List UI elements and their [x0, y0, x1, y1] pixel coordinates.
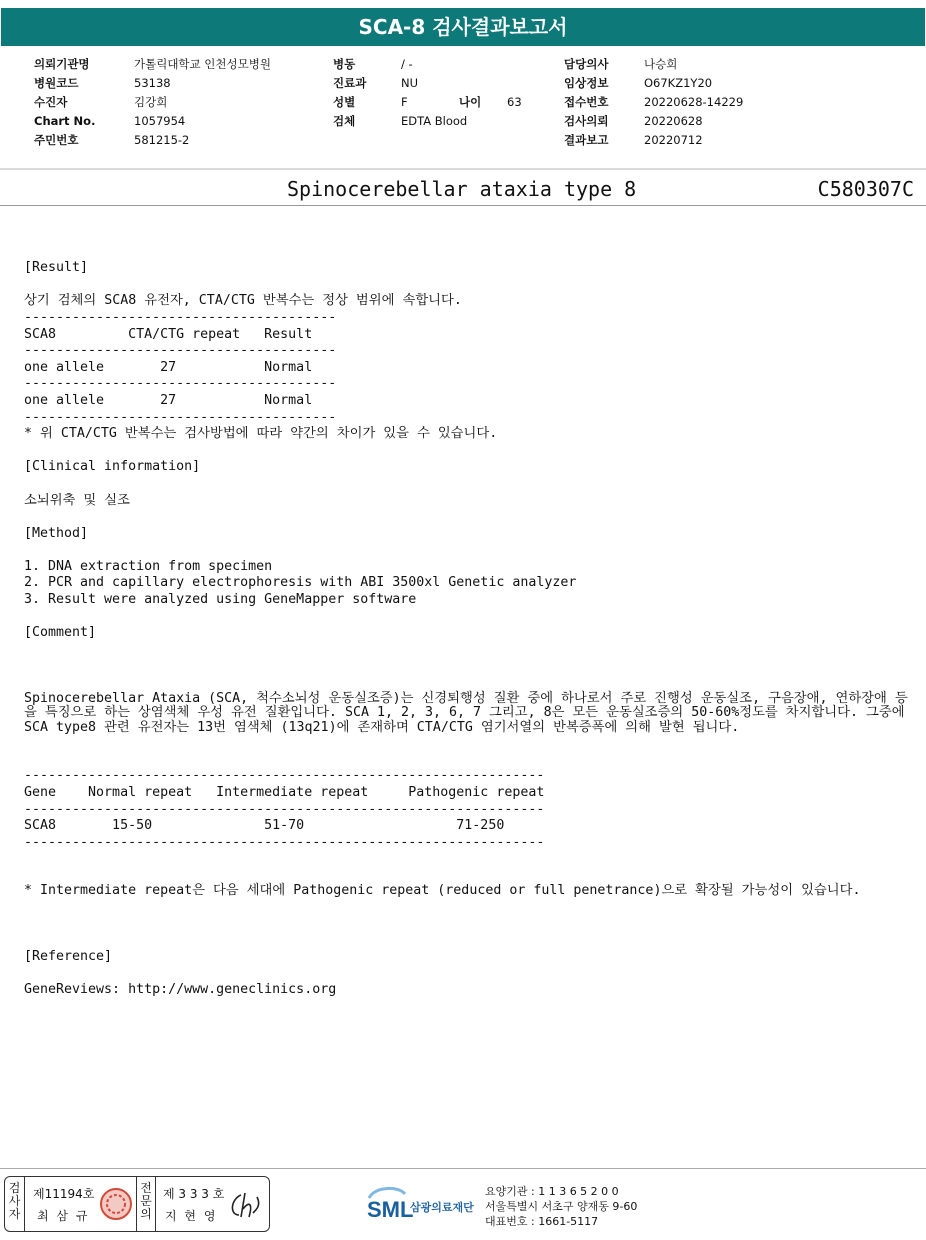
report-line: 상기 검체의 SCA8 유전자, CTA/CTG 반복수는 정상 범위에 속합니다. [24, 293, 462, 309]
report-line [24, 542, 909, 559]
report-line: --------------------------------------- [24, 343, 337, 359]
report-line: SCA8 15-50 51-70 71-250 [24, 818, 505, 834]
signer1-license: 제11194호 [33, 1187, 95, 1201]
info-label: 병원코드 [34, 76, 79, 90]
report-line [24, 443, 909, 460]
info-label: 주민번호 [34, 133, 79, 147]
test-code: C580307C [817, 177, 914, 201]
info-value: 가톨릭대학교 인천성모병원 [134, 57, 271, 71]
info-value: 581215-2 [134, 133, 190, 147]
info-row [34, 112, 271, 131]
report-line: --------------------------------------- [24, 409, 337, 425]
info-row [34, 74, 271, 93]
info-row [564, 55, 743, 74]
report-line: --------------------------------------- [24, 309, 337, 325]
info-column-1 [34, 55, 271, 150]
info-value: 20220628 [644, 114, 703, 128]
report-line: --------------------------------------- [24, 376, 337, 392]
report-line: ----------------------------------------------------------------- [24, 768, 545, 784]
org-address: 서울특별시 서초구 양재동 9-60 [485, 1200, 638, 1213]
info-label: 성별 [333, 95, 356, 109]
info-value: 1057954 [134, 114, 186, 128]
info-value: O67KZ1Y20 [644, 76, 713, 90]
info-label: 진료과 [333, 76, 367, 90]
org-phone: 대표번호 : 1661-5117 [485, 1215, 599, 1228]
info-value: F [401, 95, 408, 109]
report-line [24, 609, 909, 626]
info-label: 병동 [333, 57, 356, 71]
info-value: NU [401, 76, 419, 90]
info-value: 53138 [134, 76, 171, 90]
report-line: ----------------------------------------------------------------- [24, 801, 545, 817]
info-value: 김강희 [134, 95, 168, 109]
info-row [564, 112, 743, 131]
institution-code: 요양기관 : 1 1 3 6 5 2 0 0 [485, 1185, 619, 1198]
info-label: 접수번호 [564, 95, 609, 109]
info-label: 의뢰기관명 [34, 57, 90, 71]
info-label: 수진자 [34, 95, 68, 109]
report-line: ----------------------------------------------------------------- [24, 834, 545, 850]
info-column-3 [564, 55, 743, 150]
info-label: 검체 [333, 114, 356, 128]
info-row [333, 93, 522, 112]
info-row [564, 93, 743, 112]
report-line: one allele 27 Normal [24, 359, 313, 375]
signer2-license: 제 3 3 3 호 [163, 1187, 225, 1201]
report-line [24, 509, 909, 526]
info-value: 20220628-14229 [644, 95, 744, 109]
sml-logo [365, 1184, 485, 1228]
report-line [24, 277, 909, 294]
report-line: 1. DNA extraction from specimen [24, 558, 273, 574]
logo-text: SML [367, 1197, 414, 1222]
report-line: [Comment] [24, 625, 97, 641]
report-line [24, 932, 909, 949]
info-label: Chart No. [34, 114, 96, 128]
info-row [333, 112, 522, 131]
info-label: 검사의뢰 [564, 114, 609, 128]
report-line: * 위 CTA/CTG 반복수는 검사방법에 따라 약간의 차이가 있을 수 있습니다. [24, 426, 498, 442]
report-line: 2. PCR and capillary electrophoresis with ABI 3500xl Genetic analyzer [24, 575, 577, 591]
footer-divider [0, 1168, 926, 1169]
info-row [564, 74, 743, 93]
info-row [34, 131, 271, 150]
info-row [333, 55, 522, 74]
note-paragraph: * Intermediate repeat은 다음 세대에 Pathogenic repeat (reduced or full penetrance)으로 확장될 가능성이 있습니다. [24, 883, 861, 899]
divider [0, 168, 926, 170]
info-value: 20220712 [644, 133, 703, 147]
info-label: 나이 [459, 95, 482, 109]
report-line: Gene Normal repeat Intermediate repeat Pathogenic repeat [24, 784, 545, 800]
org-name: 삼광의료재단 [410, 1201, 474, 1214]
handwritten-signature [227, 1187, 265, 1223]
report-line: [Clinical information] [24, 459, 201, 475]
info-label: 담당의사 [564, 57, 609, 71]
info-row [34, 93, 271, 112]
report-body [24, 227, 913, 1015]
report-title: SCA-8 검사결과보고서 [1, 8, 925, 46]
comment-paragraph: Spinocerebellar Ataxia (SCA, 척수소뇌성 운동실조증)는 신경퇴행성 질환 중에 하나로서 주로 진행성 운동실조, 구음장애, 연하장애 등을 특징으로 하는 상염색체 우성 유전 질환입니다. SCA 1, 2, 3, 6, 7 그리고, 8은 모든 운동실조증의 50-60%정도를 차지합니다. 그중에 SCA type8 관련 유전자는 13번 염색체 (13q21)에 존재하며 CTA/CTG 염기서열의 반복증폭에 의해 발현 됩니다. [24, 690, 913, 735]
info-row [34, 55, 271, 74]
report-line [24, 965, 909, 982]
test-name: Spinocerebellar ataxia type 8 [287, 177, 637, 201]
info-column-2 [333, 55, 522, 131]
signer2-label: 전 문 의 [136, 1177, 156, 1231]
report-line: [Method] [24, 525, 89, 541]
info-value: 나승희 [644, 57, 678, 71]
report-line: GeneReviews: http://www.geneclinics.org [24, 981, 337, 997]
info-label: 임상정보 [564, 76, 609, 90]
info-value: EDTA Blood [401, 114, 468, 128]
info-value: / - [401, 57, 413, 71]
signer1-name: 최 삼 규 [37, 1209, 90, 1223]
info-row [564, 131, 743, 150]
signature-box [4, 1176, 270, 1232]
info-row [333, 74, 522, 93]
report-line: [Result] [24, 260, 89, 276]
test-header [0, 171, 926, 206]
report-line [24, 642, 909, 659]
report-line: [Reference] [24, 948, 113, 964]
info-label: 결과보고 [564, 133, 609, 147]
signer2-name: 지 현 영 [165, 1209, 218, 1223]
signer1-label: 검 사 자 [5, 1177, 25, 1231]
org-info [485, 1184, 637, 1229]
report-line: 3. Result were analyzed using GeneMapper software [24, 592, 417, 608]
info-value: 63 [507, 95, 522, 109]
report-line: 소뇌위축 및 실조 [24, 492, 130, 508]
report-line [24, 476, 909, 493]
report-line: one allele 27 Normal [24, 392, 313, 408]
report-line: SCA8 CTA/CTG repeat Result [24, 326, 313, 342]
seal-stamp [100, 1187, 132, 1221]
